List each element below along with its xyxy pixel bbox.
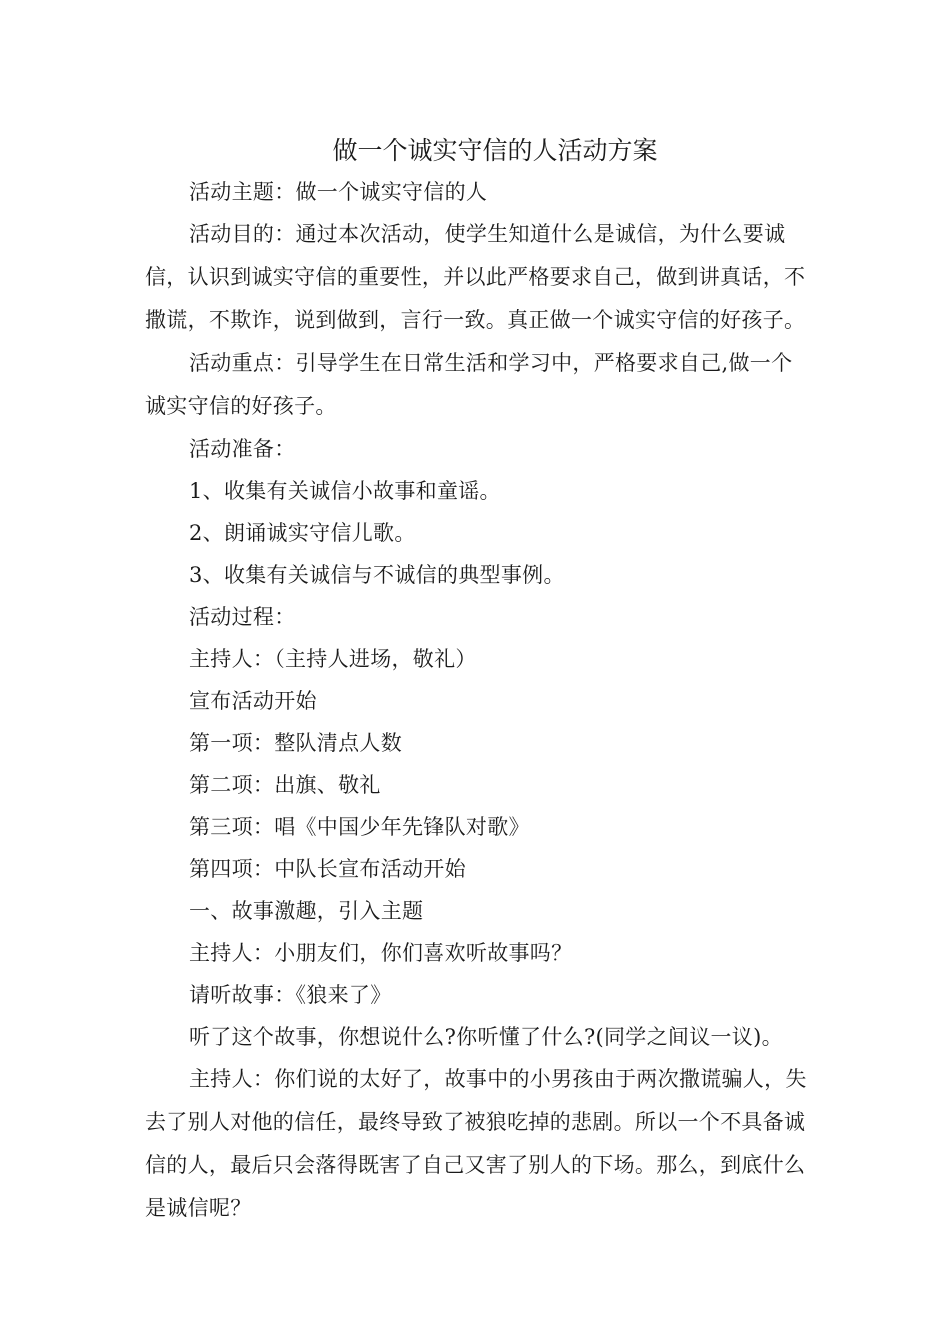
list-item: 1、收集有关诚信小故事和童谣。 bbox=[189, 479, 501, 503]
paragraph-discussion: 听了这个故事，你想说什么?你听懂了什么?(同学之间议一议)。 bbox=[189, 1025, 783, 1049]
section-heading: 一、故事激趣，引入主题 bbox=[189, 899, 424, 923]
document-title: 做一个诚实守信的人活动方案 bbox=[332, 136, 658, 165]
list-item: 第二项：出旗、敬礼 bbox=[189, 773, 381, 797]
paragraph-focus: 活动重点：引导学生在日常生活和学习中，严格要求自己,做一个诚实守信的好孩子。 bbox=[145, 351, 793, 418]
paragraph-host-entry: 主持人：（主持人进场，敬礼） bbox=[189, 647, 477, 671]
paragraph-story: 请听故事：《狼来了》 bbox=[189, 983, 392, 1007]
paragraph-announce: 宣布活动开始 bbox=[189, 689, 317, 713]
paragraph-host-summary: 主持人：你们说的太好了，故事中的小男孩由于两次撒谎骗人，失去了别人对他的信任，最终导致了被狼吃掉的悲剧。所以一个不具备诚信的人，最后只会落得既害了自己又害了别人的下场。那么，到底什么是诚信呢？ bbox=[145, 1067, 807, 1220]
list-item: 第四项：中队长宣布活动开始 bbox=[189, 857, 466, 881]
paragraph-host-question: 主持人：小朋友们，你们喜欢听故事吗？ bbox=[189, 941, 573, 965]
list-item: 3、收集有关诚信与不诚信的典型事例。 bbox=[189, 563, 565, 587]
paragraph-process: 活动过程： bbox=[189, 605, 296, 629]
list-item: 第一项：整队清点人数 bbox=[189, 731, 402, 755]
paragraph-preparation: 活动准备： bbox=[189, 437, 296, 461]
paragraph-purpose: 活动目的：通过本次活动，使学生知道什么是诚信，为什么要诚信，认识到诚实守信的重要性，并以此严格要求自己，做到讲真话，不撒谎，不欺诈，说到做到，言行一致。真正做一个诚实守信的好孩子。 bbox=[145, 222, 806, 332]
list-item: 2、朗诵诚实守信儿歌。 bbox=[189, 521, 416, 545]
document-body bbox=[145, 130, 807, 1230]
list-item: 第三项：唱《中国少年先锋队对歌》 bbox=[189, 815, 530, 839]
paragraph-theme: 活动主题：做一个诚实守信的人 bbox=[189, 180, 488, 204]
